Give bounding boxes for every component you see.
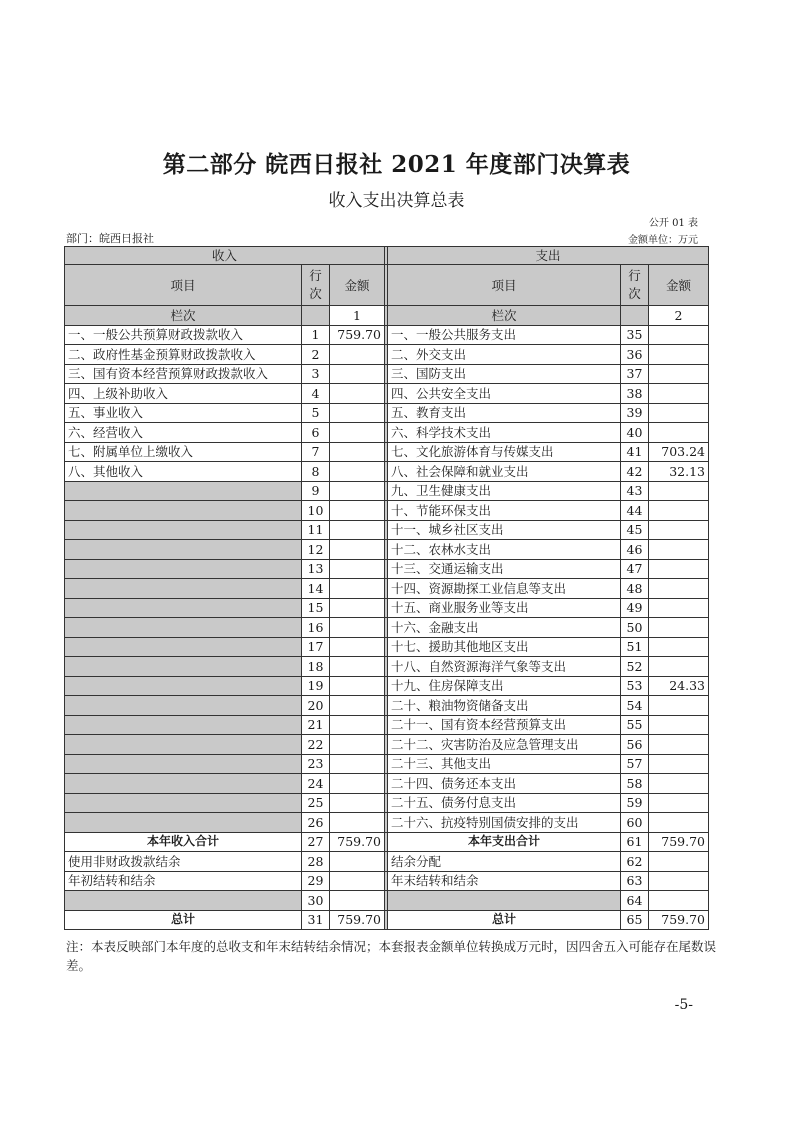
expense-item-cell: 八、社会保障和就业支出 <box>388 462 621 482</box>
table-row <box>65 891 709 911</box>
income-amount-cell: 759.70 <box>330 832 385 852</box>
expense-amount-cell <box>649 618 709 638</box>
expense-amount-cell <box>649 793 709 813</box>
income-item-cell <box>65 598 302 618</box>
expense-row-number: 51 <box>621 637 649 657</box>
income-amount-cell <box>330 871 385 891</box>
income-amount-cell <box>330 696 385 716</box>
expense-amount-cell <box>649 579 709 599</box>
income-item-cell <box>65 754 302 774</box>
expense-amount-cell <box>649 481 709 501</box>
table-row <box>65 345 709 365</box>
income-row-number: 26 <box>302 813 330 833</box>
income-item-cell <box>65 637 302 657</box>
income-amount-cell <box>330 657 385 677</box>
income-amount-cell <box>330 345 385 365</box>
income-row-number: 3 <box>302 364 330 384</box>
income-item-cell: 使用非财政拨款结余 <box>65 852 302 872</box>
expense-row-number: 47 <box>621 559 649 579</box>
income-amount-cell <box>330 423 385 443</box>
expense-row-number: 55 <box>621 715 649 735</box>
income-row-number: 24 <box>302 774 330 794</box>
table-row <box>65 696 709 716</box>
income-row-number: 21 <box>302 715 330 735</box>
income-item-cell: 四、上级补助收入 <box>65 384 302 404</box>
expense-item-cell: 九、卫生健康支出 <box>388 481 621 501</box>
table-row <box>65 871 709 891</box>
expense-amount-cell <box>649 754 709 774</box>
expense-row-number: 45 <box>621 520 649 540</box>
expense-row-number: 52 <box>621 657 649 677</box>
income-amount-cell <box>330 579 385 599</box>
income-amount-cell <box>330 774 385 794</box>
income-amount-cell <box>330 676 385 696</box>
expense-header: 支出 <box>388 247 709 265</box>
expense-row-number: 59 <box>621 793 649 813</box>
income-row-number: 22 <box>302 735 330 755</box>
table-row <box>65 813 709 833</box>
table-row <box>65 501 709 521</box>
income-item-cell <box>65 481 302 501</box>
expense-item-cell: 总计 <box>388 910 621 930</box>
income-item-cell <box>65 696 302 716</box>
expense-row-number: 57 <box>621 754 649 774</box>
income-row-number: 8 <box>302 462 330 482</box>
income-row-number: 23 <box>302 754 330 774</box>
income-item-cell <box>65 520 302 540</box>
expense-amount-cell <box>649 501 709 521</box>
table-row <box>65 403 709 423</box>
table-row <box>65 657 709 677</box>
expense-item-cell: 四、公共安全支出 <box>388 384 621 404</box>
table-row <box>65 559 709 579</box>
expense-row-number: 43 <box>621 481 649 501</box>
income-amount-cell <box>330 618 385 638</box>
income-amount-col-header: 金额 <box>330 265 385 306</box>
expense-row-number: 39 <box>621 403 649 423</box>
expense-row-number: 44 <box>621 501 649 521</box>
income-row-number: 6 <box>302 423 330 443</box>
form-number: 公开 01 表 <box>648 218 698 229</box>
expense-amount-cell <box>649 696 709 716</box>
income-item-cell <box>65 793 302 813</box>
table-row <box>65 598 709 618</box>
income-amount-cell <box>330 501 385 521</box>
table-row <box>65 579 709 599</box>
expense-row-number: 53 <box>621 676 649 696</box>
expense-row-number: 65 <box>621 910 649 930</box>
expense-item-cell: 五、教育支出 <box>388 403 621 423</box>
income-item-cell <box>65 774 302 794</box>
expense-row-number: 49 <box>621 598 649 618</box>
expense-lanci-label: 栏次 <box>388 306 621 326</box>
income-item-cell <box>65 891 302 911</box>
expense-item-cell: 二十一、国有资本经营预算支出 <box>388 715 621 735</box>
income-row-number: 17 <box>302 637 330 657</box>
unit-label: 金额单位：万元 <box>628 235 698 246</box>
table-row <box>65 423 709 443</box>
page-title: 第二部分 皖西日报社 2021 年度部门决算表 <box>162 151 631 178</box>
table-row <box>65 637 709 657</box>
income-row-number: 25 <box>302 793 330 813</box>
expense-amount-cell <box>649 657 709 677</box>
income-amount-cell <box>330 754 385 774</box>
expense-item-cell: 一、一般公共服务支出 <box>388 325 621 345</box>
income-row-number: 12 <box>302 540 330 560</box>
expense-item-cell: 十四、资源勘探工业信息等支出 <box>388 579 621 599</box>
income-item-cell: 本年收入合计 <box>65 832 302 852</box>
expense-item-cell: 二十四、债务还本支出 <box>388 774 621 794</box>
page-number: -5- <box>674 997 693 1013</box>
expense-item-cell: 二十二、灾害防治及应急管理支出 <box>388 735 621 755</box>
income-item-cell: 五、事业收入 <box>65 403 302 423</box>
income-item-cell: 年初结转和结余 <box>65 871 302 891</box>
expense-item-cell: 十七、援助其他地区支出 <box>388 637 621 657</box>
table-row <box>65 618 709 638</box>
income-item-cell: 八、其他收入 <box>65 462 302 482</box>
income-row-number: 9 <box>302 481 330 501</box>
income-row-number: 1 <box>302 325 330 345</box>
expense-amount-cell <box>649 891 709 911</box>
expense-item-col-header: 项目 <box>388 265 621 306</box>
expense-amount-cell <box>649 852 709 872</box>
income-row-number: 30 <box>302 891 330 911</box>
expense-row-number: 58 <box>621 774 649 794</box>
expense-item-cell: 十一、城乡社区支出 <box>388 520 621 540</box>
income-row-number: 4 <box>302 384 330 404</box>
income-row-number: 18 <box>302 657 330 677</box>
expense-amount-cell <box>649 325 709 345</box>
expense-item-cell: 十八、自然资源海洋气象等支出 <box>388 657 621 677</box>
income-amount-cell <box>330 891 385 911</box>
income-row-number: 14 <box>302 579 330 599</box>
income-row-number: 11 <box>302 520 330 540</box>
expense-amount-cell <box>649 735 709 755</box>
income-amount-cell <box>330 793 385 813</box>
income-amount-cell <box>330 637 385 657</box>
table-row <box>65 754 709 774</box>
expense-amount-cell: 759.70 <box>649 832 709 852</box>
income-item-cell: 三、国有资本经营预算财政拨款收入 <box>65 364 302 384</box>
expense-item-cell: 十三、交通运输支出 <box>388 559 621 579</box>
income-item-cell <box>65 618 302 638</box>
income-row-col-header: 行次 <box>302 265 330 306</box>
expense-amount-cell: 32.13 <box>649 462 709 482</box>
income-amount-cell <box>330 715 385 735</box>
table-row <box>65 325 709 345</box>
income-row-number: 2 <box>302 345 330 365</box>
income-amount-cell <box>330 520 385 540</box>
expense-item-cell: 六、科学技术支出 <box>388 423 621 443</box>
footnote: 注：本表反映部门本年度的总收支和年末结转结余情况；本套报表金额单位转换成万元时，因四舍五入可能存在尾数误差。 <box>66 939 717 973</box>
income-item-cell: 总计 <box>65 910 302 930</box>
expense-item-cell: 七、文化旅游体育与传媒支出 <box>388 442 621 462</box>
expense-item-cell: 二十、粮油物资储备支出 <box>388 696 621 716</box>
expense-row-number: 62 <box>621 852 649 872</box>
page-subtitle: 收入支出决算总表 <box>328 191 465 211</box>
expense-row-number: 64 <box>621 891 649 911</box>
expense-row-number: 36 <box>621 345 649 365</box>
table-row <box>65 520 709 540</box>
income-item-cell: 七、附属单位上缴收入 <box>65 442 302 462</box>
income-row-number: 19 <box>302 676 330 696</box>
expense-row-number: 37 <box>621 364 649 384</box>
expense-item-cell: 十九、住房保障支出 <box>388 676 621 696</box>
expense-item-cell: 二十五、债务付息支出 <box>388 793 621 813</box>
income-row-number: 31 <box>302 910 330 930</box>
expense-row-number: 48 <box>621 579 649 599</box>
table-row <box>65 832 709 852</box>
expense-amount-cell <box>649 345 709 365</box>
table-row <box>65 384 709 404</box>
expense-amount-cell <box>649 559 709 579</box>
income-row-number: 28 <box>302 852 330 872</box>
income-amount-cell <box>330 462 385 482</box>
income-expense-table <box>64 246 709 930</box>
expense-amount-cell <box>649 540 709 560</box>
table-row <box>65 774 709 794</box>
expense-amount-cell <box>649 637 709 657</box>
income-amount-cell <box>330 540 385 560</box>
expense-amount-cell <box>649 598 709 618</box>
expense-item-cell: 十五、商业服务业等支出 <box>388 598 621 618</box>
income-item-cell <box>65 715 302 735</box>
income-column-number: 1 <box>330 306 385 326</box>
income-item-cell: 一、一般公共预算财政拨款收入 <box>65 325 302 345</box>
income-header: 收入 <box>65 247 385 265</box>
expense-row-number: 63 <box>621 871 649 891</box>
expense-row-number: 54 <box>621 696 649 716</box>
table-row <box>65 442 709 462</box>
expense-amount-cell <box>649 774 709 794</box>
income-amount-cell: 759.70 <box>330 910 385 930</box>
expense-item-cell: 结余分配 <box>388 852 621 872</box>
income-item-col-header: 项目 <box>65 265 302 306</box>
expense-amount-cell: 703.24 <box>649 442 709 462</box>
table-row <box>65 676 709 696</box>
table-row <box>65 715 709 735</box>
income-item-cell <box>65 501 302 521</box>
income-item-cell: 六、经营收入 <box>65 423 302 443</box>
expense-row-number: 41 <box>621 442 649 462</box>
table-row <box>65 793 709 813</box>
expense-row-number: 61 <box>621 832 649 852</box>
expense-row-number: 35 <box>621 325 649 345</box>
income-row-number: 13 <box>302 559 330 579</box>
expense-item-cell: 十、节能环保支出 <box>388 501 621 521</box>
income-row-number: 10 <box>302 501 330 521</box>
table-row <box>65 735 709 755</box>
income-amount-cell <box>330 403 385 423</box>
expense-amount-cell <box>649 423 709 443</box>
table-row <box>65 540 709 560</box>
table-row <box>65 364 709 384</box>
expense-amount-cell <box>649 715 709 735</box>
income-amount-cell <box>330 813 385 833</box>
income-amount-cell <box>330 852 385 872</box>
income-item-cell <box>65 657 302 677</box>
table-row <box>65 481 709 501</box>
expense-item-cell: 三、国防支出 <box>388 364 621 384</box>
expense-amount-cell: 759.70 <box>649 910 709 930</box>
income-item-cell <box>65 676 302 696</box>
expense-row-number: 38 <box>621 384 649 404</box>
income-item-cell <box>65 559 302 579</box>
expense-item-cell: 十二、农林水支出 <box>388 540 621 560</box>
table-row <box>65 462 709 482</box>
income-row-number: 29 <box>302 871 330 891</box>
income-item-cell <box>65 540 302 560</box>
income-amount-cell <box>330 598 385 618</box>
income-item-cell <box>65 813 302 833</box>
expense-amount-cell <box>649 384 709 404</box>
expense-row-number: 60 <box>621 813 649 833</box>
expense-item-cell: 二十三、其他支出 <box>388 754 621 774</box>
expense-row-number: 42 <box>621 462 649 482</box>
expense-column-number: 2 <box>649 306 709 326</box>
expense-amount-col-header: 金额 <box>649 265 709 306</box>
income-row-number: 27 <box>302 832 330 852</box>
income-row-number: 15 <box>302 598 330 618</box>
expense-item-cell: 二、外交支出 <box>388 345 621 365</box>
income-amount-cell: 759.70 <box>330 325 385 345</box>
income-amount-cell <box>330 442 385 462</box>
expense-amount-cell <box>649 364 709 384</box>
expense-item-cell: 二十六、抗疫特别国债安排的支出 <box>388 813 621 833</box>
expense-item-cell: 年末结转和结余 <box>388 871 621 891</box>
income-amount-cell <box>330 364 385 384</box>
expense-item-cell <box>388 891 621 911</box>
income-item-cell <box>65 579 302 599</box>
income-row-number: 7 <box>302 442 330 462</box>
income-item-cell: 二、政府性基金预算财政拨款收入 <box>65 345 302 365</box>
expense-item-cell: 本年支出合计 <box>388 832 621 852</box>
income-row-number: 5 <box>302 403 330 423</box>
income-row-number: 16 <box>302 618 330 638</box>
income-row-number: 20 <box>302 696 330 716</box>
expense-row-col-header: 行次 <box>621 265 649 306</box>
expense-item-cell: 十六、金融支出 <box>388 618 621 638</box>
expense-amount-cell <box>649 520 709 540</box>
expense-amount-cell <box>649 403 709 423</box>
department-label: 部门：皖西日报社 <box>66 232 154 245</box>
expense-amount-cell <box>649 871 709 891</box>
expense-row-number: 50 <box>621 618 649 638</box>
expense-row-number: 56 <box>621 735 649 755</box>
income-item-cell <box>65 735 302 755</box>
table-row <box>65 910 709 930</box>
income-amount-cell <box>330 384 385 404</box>
income-lanci-label: 栏次 <box>65 306 302 326</box>
expense-amount-cell <box>649 813 709 833</box>
income-amount-cell <box>330 559 385 579</box>
expense-row-number: 40 <box>621 423 649 443</box>
expense-amount-cell: 24.33 <box>649 676 709 696</box>
income-amount-cell <box>330 735 385 755</box>
expense-row-number: 46 <box>621 540 649 560</box>
income-amount-cell <box>330 481 385 501</box>
table-row <box>65 852 709 872</box>
